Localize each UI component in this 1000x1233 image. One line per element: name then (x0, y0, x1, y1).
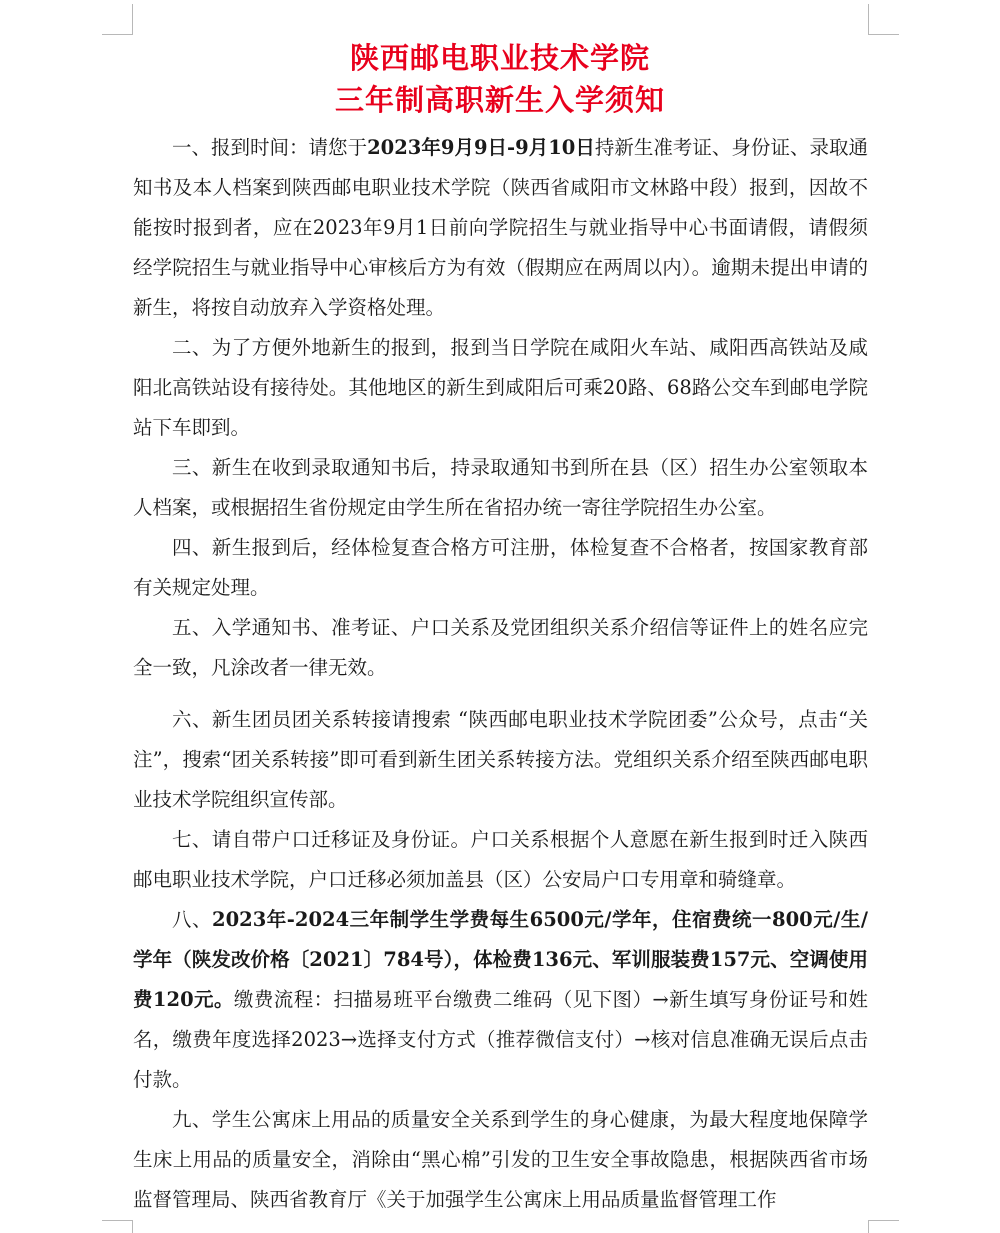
document-title: 陕西邮电职业技术学院 (349, 41, 650, 75)
paragraph-1 (133, 128, 868, 328)
report-date: 2023年9月9日-9月10日 (367, 136, 595, 159)
paragraph-8-lead: 八、 (172, 908, 213, 931)
paragraph-5: 五、入学通知书、准考证、户口关系及党团组织关系介绍信等证件上的姓名应完全一致，凡涂改者一律无效。 (133, 616, 868, 679)
paragraph-4: 四、新生报到后，经体检复查合格方可注册，体检复查不合格者，按国家教育部有关规定处理。 (133, 536, 868, 599)
crop-mark-top-right (868, 4, 899, 35)
document-body (133, 128, 868, 1220)
fee-info: 2023年-2024三年制学生学费每生6500元/学年，住宿费统一800元/生/学年（陕发改价格〔2021〕784号），体检费136元、军训服装费157元、空调使用费120元。 (133, 908, 868, 1011)
crop-mark-top-left (102, 4, 133, 35)
paragraph-9: 九、学生公寓床上用品的质量安全关系到学生的身心健康，为最大程度地保障学生床上用品的质量安全，消除由“黑心棉”引发的卫生安全事故隐患，根据陕西省市场监督管理局、陕西省教育厅《关于加强学生公寓床上用品质量监督管理工作 (133, 1108, 868, 1211)
paragraph-1-rest: 持新生准考证、身份证、录取通知书及本人档案到陕西邮电职业技术学院（陕西省咸阳市文林路中段）报到，因故不能按时报到者，应在2023年9月1日前向学院招生与就业指导中心书面请假，请假须经学院招生与就业指导中心审核后方为有效（假期应在两周以内）。逾期未提出申请的新生，将按自动放弃入学资格处理。 (133, 136, 868, 319)
paragraph-2: 二、为了方便外地新生的报到，报到当日学院在咸阳火车站、咸阳西高铁站及咸阳北高铁站设有接待处。其他地区的新生到咸阳后可乘20路、68路公交车到邮电学院站下车即到。 (133, 336, 868, 439)
paragraph-6: 六、新生团员团关系转接请搜索 “陕西邮电职业技术学院团委”公众号，点击“关注”，搜索“团关系转接”即可看到新生团关系转接方法。党组织关系介绍至陕西邮电职业技术学院组织宣传部。 (133, 708, 868, 811)
paragraph-1-lead: 一、报到时间：请您于 (172, 136, 368, 159)
paragraph-3: 三、新生在收到录取通知书后，持录取通知书到所在县（区）招生办公室领取本人档案，或根据招生省份规定由学生所在省招办统一寄往学院招生办公室。 (133, 456, 868, 519)
paragraph-7: 七、请自带户口迁移证及身份证。户口关系根据个人意愿在新生报到时迁入陕西邮电职业技术学院，户口迁移必须加盖县（区）公安局户口专用章和骑缝章。 (133, 828, 868, 891)
crop-mark-bottom-left (102, 1220, 133, 1233)
paragraph-8 (133, 900, 868, 1100)
payment-process: 缴费流程：扫描易班平台缴费二维码（见下图）→新生填写身份证号和姓名，缴费年度选择2023→选择支付方式（推荐微信支付）→核对信息准确无误后点击付款。 (133, 988, 868, 1091)
document-subtitle: 三年制高职新生入学须知 (334, 83, 665, 117)
crop-mark-bottom-right (868, 1220, 899, 1233)
